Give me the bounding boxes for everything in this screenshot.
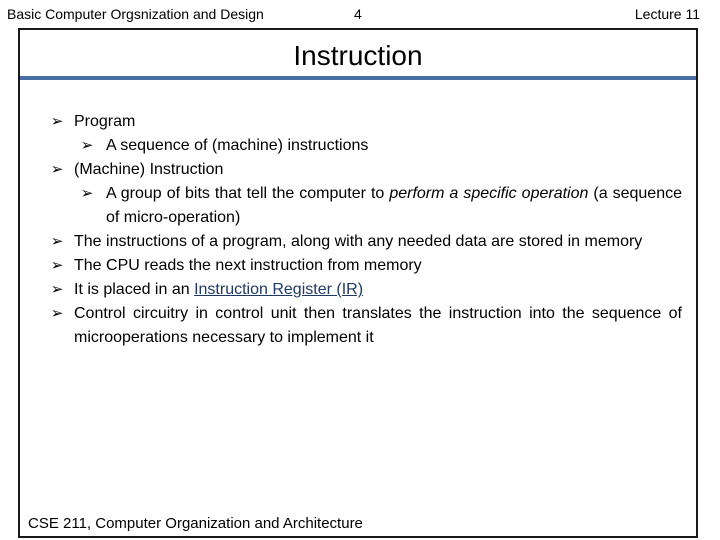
bullet-item-machine-instruction <box>48 158 682 182</box>
bullet-text: The CPU reads the next instruction from memory <box>74 257 422 274</box>
bullet-list <box>48 110 682 350</box>
slide-frame <box>18 28 698 538</box>
bullet-text-post: (a sequence of micro-operation) <box>106 185 682 226</box>
title-divider <box>20 76 696 80</box>
bullet-item-control-circuitry <box>48 302 682 350</box>
bullet-text: Program <box>74 113 136 130</box>
arrow-bullet-icon: ➢ <box>50 305 64 322</box>
bullet-text: (Machine) Instruction <box>74 161 224 178</box>
slide-title: Instruction <box>293 40 423 71</box>
bullet-item-program <box>48 110 682 134</box>
arrow-bullet-icon: ➢ <box>80 185 94 202</box>
arrow-bullet-icon: ➢ <box>50 257 64 274</box>
sub-bullet-item-sequence <box>48 134 682 158</box>
bullet-text-emphasis: perform a specific operation <box>389 185 589 202</box>
header-lecture-label: Lecture 11 <box>634 6 700 22</box>
bullet-text: A sequence of (machine) instructions <box>106 137 369 154</box>
arrow-bullet-icon: ➢ <box>80 137 94 154</box>
instruction-register-link[interactable]: Instruction Register (IR) <box>194 281 364 298</box>
header-course-title: Basic Computer Orgsnization and Design <box>7 6 264 22</box>
bullet-text-pre: It is placed in an <box>74 281 195 298</box>
bullet-item-instruction-register <box>48 278 682 302</box>
bullet-item-cpu-reads <box>48 254 682 278</box>
header-page-number: 4 <box>354 6 362 22</box>
slide-footer: CSE 211, Computer Organization and Architecture <box>28 515 366 532</box>
arrow-bullet-icon: ➢ <box>50 281 64 298</box>
arrow-bullet-icon: ➢ <box>50 113 64 130</box>
sub-bullet-item-group-of-bits <box>48 182 682 230</box>
bullet-text-pre: A group of bits that tell the computer to <box>106 185 390 202</box>
arrow-bullet-icon: ➢ <box>50 161 64 178</box>
arrow-bullet-icon: ➢ <box>50 233 64 250</box>
bullet-item-stored-in-memory <box>48 230 682 254</box>
bullet-text: The instructions of a program, along with any needed data are stored in memory <box>74 233 643 250</box>
bullet-text: Control circuitry in control unit then translates the instruction into the sequence of microoperations necessary to implement it <box>74 305 682 346</box>
